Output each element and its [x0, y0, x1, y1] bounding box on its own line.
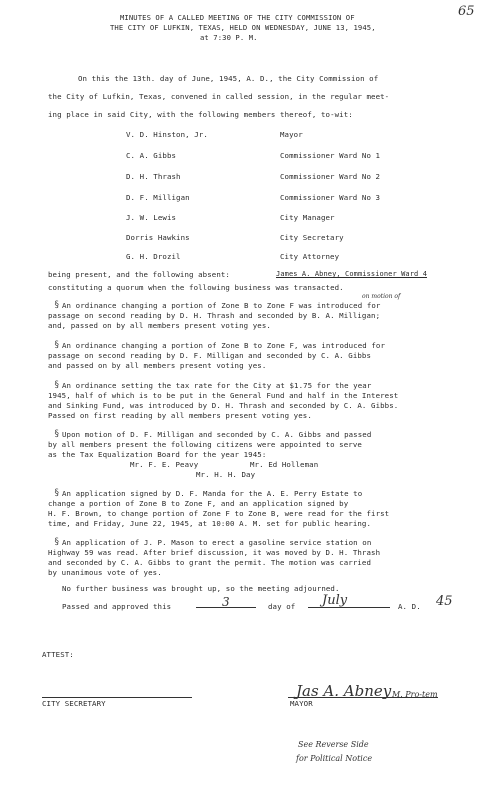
mayor-signature-line — [288, 696, 438, 698]
paragraph-mark: § — [54, 488, 60, 498]
secretary-signature-line — [42, 696, 192, 698]
header-line-2: THE CITY OF LUFKIN, TEXAS, HELD ON WEDNESDAY, JUNE 13, 1945, — [110, 23, 376, 32]
paragraph-mark: § — [54, 537, 60, 547]
member-title: Commissioner Ward No 1 — [280, 151, 381, 160]
header-line-3: at 7:30 P. M. — [200, 33, 258, 42]
item3-line-4: Passed on first reading by all members present voting yes. — [48, 411, 312, 420]
item6-line-4: by unanimous vote of yes. — [48, 568, 162, 577]
item3-line-2: 1945, half of which is to be put in the General Fund and half in the Interest — [48, 391, 399, 400]
secretary-label: CITY SECRETARY — [42, 699, 106, 708]
paragraph-mark: § — [54, 429, 60, 439]
absent-name: James A. Abney, Commissioner Ward 4 — [276, 270, 428, 278]
handwritten-insert: on motion of — [362, 293, 401, 300]
member-name: Dorris Hawkins — [126, 233, 190, 242]
passed-mid: day of — [268, 602, 296, 611]
intro-line-3: ing place in said City, with the following members thereof, to-wit: — [48, 110, 353, 119]
note-line-2: for Political Notice — [296, 754, 373, 763]
appointee-3: Mr. H. H. Day — [196, 470, 256, 479]
intro-line-2: the City of Lufkin, Texas, convened in called session, in the regular meet- — [48, 92, 390, 101]
passed-day: 3 — [222, 595, 230, 609]
paragraph-mark: § — [54, 300, 60, 310]
member-title: Commissioner Ward No 2 — [280, 172, 381, 181]
item2-line-2: passage on second reading by D. F. Milligan and seconded by C. A. Gibbs — [48, 351, 372, 360]
member-name: D. H. Thrash — [126, 172, 181, 181]
item4-line-3: as the Tax Equalization Board for the year 1945: — [48, 450, 267, 459]
closing-line-1: No further business was brought up, so the meeting adjourned. — [62, 584, 340, 593]
item1-line-1: An ordinance changing a portion of Zone B to Zone F was introduced for — [62, 301, 381, 310]
attest-label: ATTEST: — [42, 650, 74, 659]
month-blank — [308, 597, 390, 608]
member-name: G. H. Drozil — [126, 252, 181, 261]
member-title: Mayor — [280, 130, 303, 139]
item5-line-1: An application signed by D. F. Manda for the A. E. Perry Estate to — [62, 489, 363, 498]
page-number: 65 — [458, 4, 475, 19]
absent-line-2: constituting a quorum when the following business was transacted. — [48, 283, 344, 292]
item6-line-2: Highway 59 was read. After brief discussion, it was moved by D. H. Thrash — [48, 548, 381, 557]
item1-line-3: and, passed on by all members present voting yes. — [48, 321, 271, 330]
member-title: Commissioner Ward No 3 — [280, 193, 381, 202]
item1-line-2: passage on second reading by D. H. Thrash and seconded by B. A. Milligan; — [48, 311, 381, 320]
item5-line-4: time, and Friday, June 22, 1945, at 10:00 A. M. set for public hearing. — [48, 519, 372, 528]
item6-line-1: An application of J. P. Mason to erect a gasoline service station on — [62, 538, 372, 547]
item3-line-1: An ordinance setting the tax rate for the City at $1.75 for the year — [62, 381, 372, 390]
appointee-2: Mr. Ed Holleman — [250, 460, 319, 469]
member-title: City Attorney — [280, 252, 340, 261]
item2-line-3: and passed on by all members present voting yes. — [48, 361, 267, 370]
item6-line-3: and seconded by C. A. Gibbs to grant the permit. The motion was carried — [48, 558, 372, 567]
member-title: City Manager — [280, 213, 335, 222]
member-title: City Secretary — [280, 233, 344, 242]
item5-line-2: change a portion of Zone B to Zone F, and an application signed by — [48, 499, 349, 508]
mayor-signature: Jas A. Abney — [296, 682, 392, 700]
absent-prefix: being present, and the following absent: — [48, 270, 230, 279]
member-name: D. F. Milligan — [126, 193, 190, 202]
item2-line-1: An ordinance changing a portion of Zone B to Zone F, was introduced for — [62, 341, 386, 350]
paragraph-mark: § — [54, 340, 60, 350]
item4-line-2: by all members present the following citizens were appointed to serve — [48, 440, 362, 449]
passed-year: 45 — [436, 594, 453, 609]
signature-suffix: M. Pro-tem — [392, 690, 438, 699]
member-name: C. A. Gibbs — [126, 151, 177, 160]
member-name: V. D. Hinston, Jr. — [126, 130, 208, 139]
note-line-1: See Reverse Side — [298, 740, 369, 749]
passed-ad: A. D. — [398, 602, 421, 611]
item5-line-3: H. F. Brown, to change portion of Zone F to Zone B, were read for the first — [48, 509, 390, 518]
item3-line-3: and Sinking Fund, was introduced by D. H. Thrash and seconded by C. A. Gibbs. — [48, 401, 399, 410]
header-line-1: MINUTES OF A CALLED MEETING OF THE CITY COMMISSION OF — [120, 13, 355, 22]
intro-line-1: On this the 13th. day of June, 1945, A. D., the City Commission of — [78, 74, 379, 83]
appointee-1: Mr. F. E. Peavy — [130, 460, 199, 469]
passed-month: July — [322, 593, 348, 608]
paragraph-mark: § — [54, 380, 60, 390]
member-name: J. W. Lewis — [126, 213, 177, 222]
passed-prefix: Passed and approved this — [62, 602, 172, 611]
item4-line-1: Upon motion of D. F. Milligan and seconded by C. A. Gibbs and passed — [62, 430, 372, 439]
mayor-label: MAYOR — [290, 699, 313, 708]
